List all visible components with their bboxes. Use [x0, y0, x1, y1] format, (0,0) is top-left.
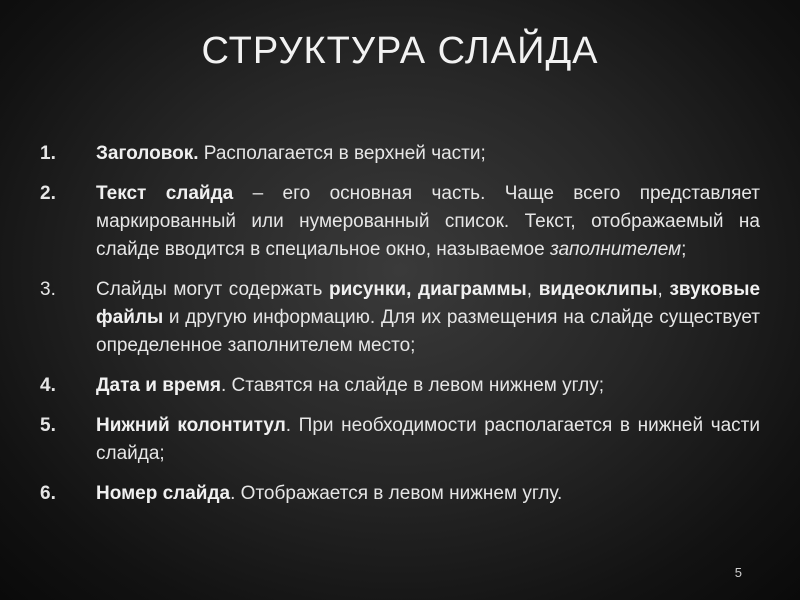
item-description: . Ставятся на слайде в левом нижнем углу;	[220, 375, 604, 396]
item-number: 5.	[40, 415, 56, 436]
item-bold-term: рисунки, диаграммы	[329, 279, 527, 300]
slide-title: СТРУКТУРА СЛАЙДА	[201, 30, 599, 72]
numbered-list	[40, 140, 760, 520]
item-description: – его основная часть. Чаще всего представляет маркированный или нумерованный список. Текст, отображаемый на слайде вводится в специальное окно, называемое	[96, 183, 761, 260]
item-text	[96, 412, 760, 468]
item-text-part: ,	[526, 279, 539, 300]
list-item	[40, 412, 760, 468]
item-description: Располагается в верхней части;	[198, 143, 486, 164]
item-italic-term: заполнителем	[549, 239, 682, 260]
item-bold-term: видеоклипы	[538, 279, 658, 300]
item-text-part: Слайды могут содержать	[96, 279, 330, 300]
item-description: . При необходимости располагается в нижней части слайда;	[96, 415, 760, 464]
item-bold-term: Номер слайда	[96, 483, 231, 504]
slide-number: 5	[734, 565, 742, 580]
item-bold-term: Заголовок.	[96, 143, 199, 164]
item-text	[96, 480, 760, 508]
item-end: ;	[681, 239, 687, 260]
item-number: 2.	[40, 183, 56, 204]
item-text-part: и другую информацию. Для их размещения на слайде существует определенное заполнителем место;	[96, 307, 760, 356]
item-bold-term: Нижний колонтитул	[96, 415, 286, 436]
item-description: . Отображается в левом нижнем углу.	[230, 483, 563, 504]
item-text	[96, 372, 760, 400]
item-text	[96, 276, 760, 360]
item-bold-term: звуковые файлы	[96, 279, 761, 328]
item-text-part: ,	[657, 279, 670, 300]
list-item	[40, 276, 760, 360]
item-text	[96, 140, 760, 168]
item-number: 3.	[40, 279, 56, 300]
item-bold-term: Дата и время	[96, 375, 221, 396]
list-item	[40, 480, 760, 508]
item-text	[96, 180, 760, 264]
list-item	[40, 140, 760, 168]
item-number: 1.	[40, 143, 56, 164]
item-number: 6.	[40, 483, 56, 504]
item-number: 4.	[40, 375, 56, 396]
item-bold-term: Текст слайда	[96, 183, 234, 204]
list-item	[40, 180, 760, 264]
list-item	[40, 372, 760, 400]
